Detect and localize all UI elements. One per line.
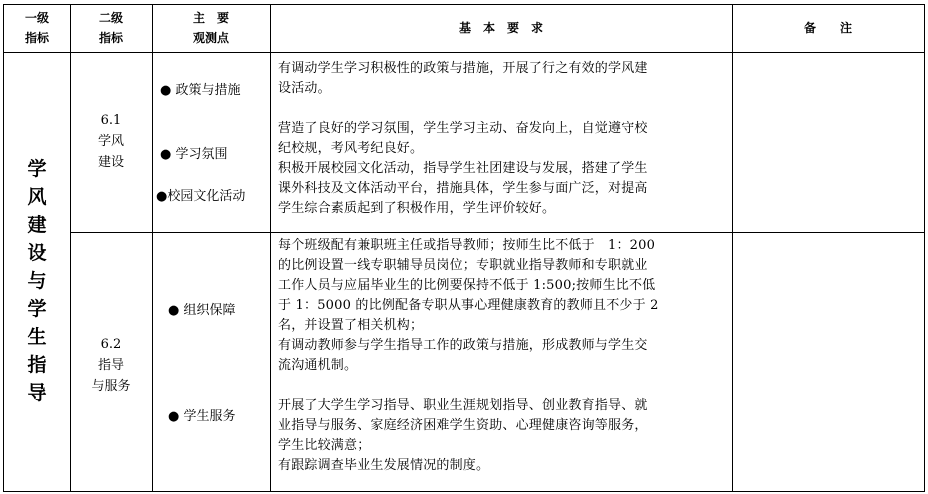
- level2-item-6-2: [70, 334, 152, 397]
- observation-point: ●校园文化活动: [156, 189, 246, 204]
- evaluation-table: [3, 4, 925, 492]
- level1-char: 建: [27, 214, 47, 236]
- requirement-line: 流沟通机制。: [278, 358, 358, 373]
- requirement-line: 业指导与服务、家庭经济困难学生资助、心理健康咨询等服务，: [278, 418, 648, 433]
- requirement-line: 学生比较满意；: [278, 438, 371, 453]
- requirement-line: 有跟踪调查毕业生发展情况的制度。: [278, 458, 490, 473]
- column-divider: [70, 5, 71, 491]
- requirement-line: 的比例设置一线专职辅导员岗位；专职就业指导教师和专职就业: [278, 258, 648, 273]
- requirement-line: 有调动学生学习积极性的政策与措施，开展了行之有效的学风建: [278, 61, 648, 76]
- requirement-line: 工作人员与应届毕业生的比例要保持不低于 1:500;按师生比不低: [278, 278, 656, 293]
- requirement-line: 营造了良好的学习氛围，学生学习主动、奋发向上，自觉遵守校: [278, 121, 648, 136]
- header-observation: [152, 8, 270, 48]
- level1-char: 风: [27, 186, 47, 208]
- level2-number: 6.1: [100, 113, 122, 128]
- requirement-line: 于 1：5000 的比例配备专职从事心理健康教育的教师且不少于 2: [278, 298, 659, 313]
- level2-name-line: 指导: [97, 358, 124, 373]
- level2-name-line: 建设: [97, 155, 124, 170]
- requirement-line: 每个班级配有兼职班主任或指导教师；按师生比不低于 1：200: [278, 238, 656, 253]
- header-level1-line: 指标: [24, 31, 49, 45]
- row-divider: [70, 232, 924, 233]
- level1-char: 导: [27, 382, 47, 404]
- observation-point: ● 学习氛围: [160, 147, 228, 162]
- level1-char: 指: [27, 354, 47, 376]
- observation-point: ● 组织保障: [168, 303, 236, 318]
- level2-name-line: 与服务: [91, 379, 131, 394]
- requirement-line: 名，并设置了相关机构；: [278, 318, 424, 333]
- header-level1: [4, 8, 70, 48]
- requirement-line: 设活动。: [278, 81, 331, 96]
- header-level2-line: 指标: [98, 31, 123, 45]
- level2-number: 6.2: [100, 337, 122, 352]
- header-level2: [70, 8, 152, 48]
- observation-point: ● 政策与措施: [160, 83, 241, 98]
- header-observation-line: 主 要: [192, 11, 229, 25]
- header-level2-line: 二级: [98, 11, 123, 25]
- header-requirements: 基 本 要 求: [458, 21, 543, 35]
- header-remarks: 备 注: [803, 21, 852, 35]
- header-divider: [4, 52, 924, 53]
- column-divider: [732, 5, 733, 491]
- column-divider: [270, 5, 271, 491]
- requirements-6-2: [278, 236, 659, 476]
- header-observation-line: 观测点: [192, 31, 229, 45]
- requirement-line: 有调动教师参与学生指导工作的政策与措施，形成教师与学生交: [278, 338, 648, 353]
- requirement-line: 积极开展校园文化活动，指导学生社团建设与发展，搭建了学生: [278, 161, 648, 176]
- header-level1-line: 一级: [24, 11, 49, 25]
- requirement-line: 课外科技及文体活动平台，措施具体，学生参与面广泛，对提高: [278, 181, 648, 196]
- observation-point: ● 学生服务: [168, 409, 236, 424]
- requirement-line: 开展了大学生学习指导、职业生涯规划指导、创业教育指导、就: [278, 398, 648, 413]
- level2-item-6-1: [70, 110, 152, 173]
- requirement-line: 纪校规，考风考纪良好。: [278, 141, 424, 156]
- level1-title: [4, 155, 70, 407]
- column-divider: [152, 5, 153, 491]
- level1-char: 生: [27, 326, 47, 348]
- level1-char: 与: [27, 270, 47, 292]
- level1-char: 学: [27, 158, 47, 180]
- level1-char: 设: [27, 242, 47, 264]
- requirement-line: 学生综合素质起到了积极作用，学生评价较好。: [278, 201, 556, 216]
- level2-name-line: 学风: [97, 134, 124, 149]
- requirements-6-1: [278, 59, 648, 219]
- level1-char: 学: [27, 298, 47, 320]
